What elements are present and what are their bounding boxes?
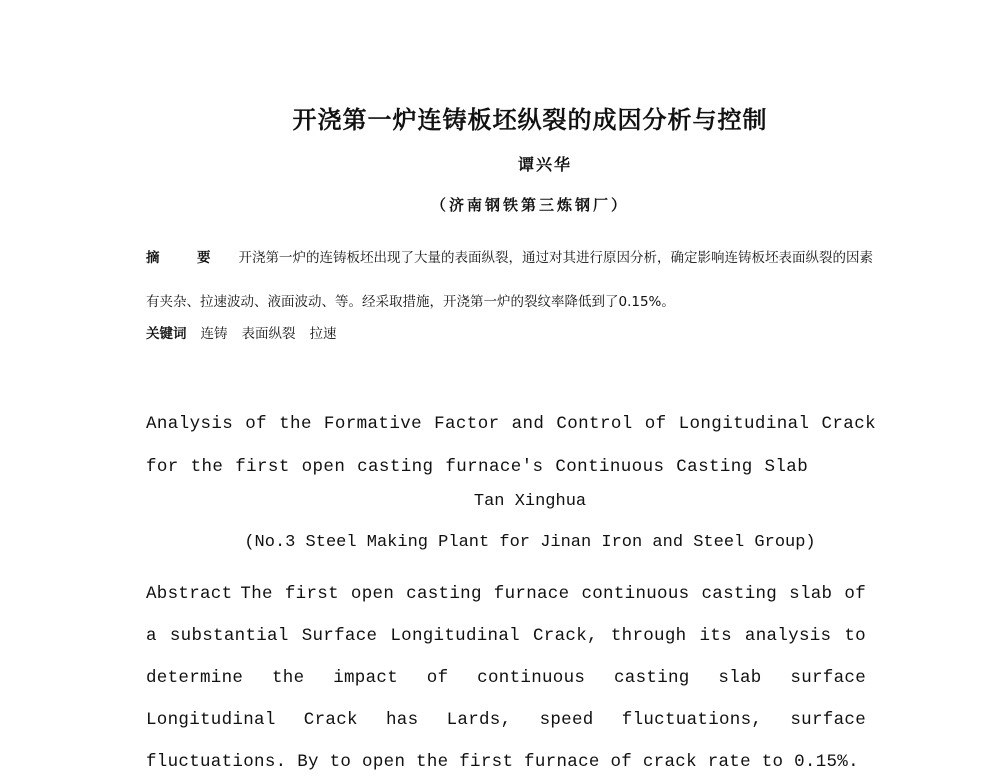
keywords-cn (146, 322, 876, 342)
abstract-cn (146, 236, 876, 324)
abstract-label-cn: 摘 要 (146, 250, 223, 266)
abstract-en (146, 573, 866, 783)
keyword-item: 表面纵裂 (241, 326, 296, 342)
paper-title-en: Analysis of the Formative Factor and Control of Longitudinal Crack for the first open casting furnace's Continuous Casting Slab (146, 414, 876, 477)
keyword-item: 拉速 (309, 326, 337, 342)
abstract-label-en: Abstract (146, 584, 233, 604)
affiliation-cn: （济南钢铁第三炼钢厂） (430, 196, 629, 214)
author-name-cn: 谭兴华 (517, 155, 572, 174)
affiliation-en: (No.3 Steel Making Plant for Jinan Iron and Steel Group) (244, 533, 816, 552)
abstract-text-cn: 开浇第一炉的连铸板坯出现了大量的表面纵裂，通过对其进行原因分析，确定影响连铸板坯表面纵裂的因素有夹杂、拉速波动、液面波动、等。经采取措施，开浇第一炉的裂纹率降低到了0.15%。 (146, 250, 873, 310)
author-name-en: Tan Xinghua (473, 492, 587, 511)
abstract-text-en: The first open casting furnace continuous casting slab of a substantial Surface Longitudinal Crack, through its analysis to determine the impact of continuous casting slab surface Longitudinal Crack has Lards, speed fluctuations, surface fluctuations. By to open the first furnace of crack rate to 0.15%. (146, 584, 866, 772)
paper-title-cn: 开浇第一炉连铸板坯纵裂的成因分析与控制 (292, 106, 768, 134)
keywords-label-cn: 关键词 (146, 326, 187, 342)
keyword-item: 连铸 (200, 326, 228, 342)
